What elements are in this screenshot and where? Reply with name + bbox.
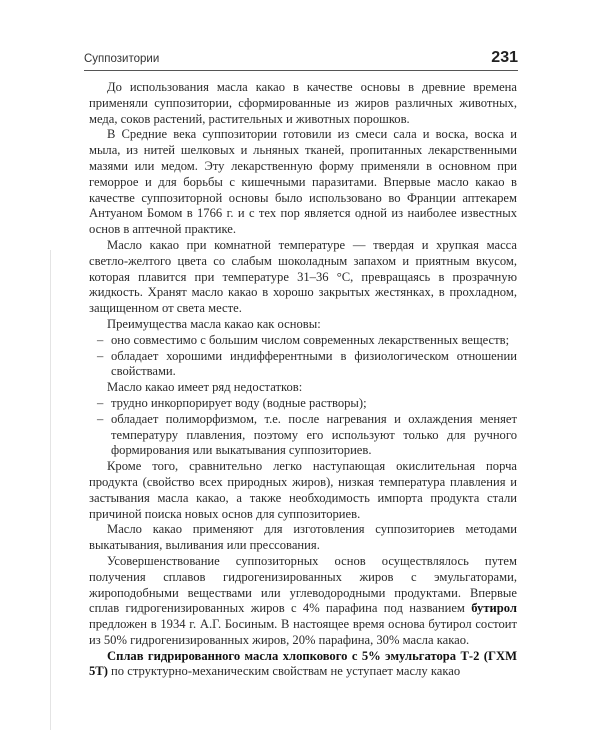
paragraph-advantages-intro: Преимущества масла какао как основы: [107,316,321,331]
paragraph-gkhm [89,649,517,681]
paragraph-oxidation: Кроме того, сравнительно легко наступающая окислительная порча продукта (свойство всех природных жиров), низкая температура плавления и застывания масла какао, а также необходимость импорта продукта стали причиной поиска новых основ для суппозиториев. [89,459,517,521]
page-number: 231 [491,49,518,66]
paragraph-disadvantages-intro: Масло какао имеет ряд недостатков: [107,380,303,395]
paragraph-text: предложен в 1934 г. А.Г. Босиным. В настоящее время основа бутирол состоит из 50% гидрогенизированных жиров, 20% парафина, 30% масла какао. [89,617,517,647]
list-item-advantage-2 [89,349,517,381]
term-gkhm-alloy: Сплав гидрированного масла хлопкового с 5% эмульгатора Т-2 (ГХМ 5Т) [89,648,517,679]
page-header [84,49,518,71]
dash-marker: – [97,332,104,347]
paragraph-butyrol [89,554,517,649]
list-item-text: обладает хорошими индифферентными в физиологическом отношении свойствами. [111,348,517,379]
list-item-disadvantage-1 [89,396,517,412]
paragraph-cocoa-butter-properties: Масло какао при комнатной температуре — твердая и хрупкая масса светло-желтого цвета со слабым шоколадным запахом и приятным вкусом, которая плавится при температуре 31–36 °С, превращаясь в прозрачную жидкость. Хранят масло какао в хорошо закрытых жестянках, в прохладном, защищенном от света месте. [89,237,517,316]
scan-shadow [50,250,51,730]
list-item-text: обладает полиморфизмом, т.е. после нагревания и охлаждения меняет температуру плавления, поэтому его используют только для ручного формирования или выкатывания суппозиториев. [111,411,517,458]
paragraph-history-early: До использования масла какао в качестве основы в древние времена применяли суппозитории, сформированные из жиров различных животных, меда, соков растений, растительных и животных порошков. [89,80,517,126]
list-item-text: оно совместимо с большим числом современных лекарственных веществ; [111,332,510,347]
paragraph-text: Усовершенствование суппозиторных основ осуществлялось путем получения сплавов гидрогенизированных жиров с эмульгаторами, жироподобными веществами или углеводородными продуктами. Впервые сплав гидрогенизированных жиров с 4% парафина под названием [89,553,517,616]
list-item-advantage-1 [89,333,517,349]
running-title: Суппозитории [84,53,160,65]
dash-marker: – [97,411,104,426]
paragraph-text: по структурно-механическим свойствам не уступает маслу какао [107,664,461,679]
paragraph-history-middle-ages: В Средние века суппозитории готовили из смеси сала и воска, воска и мыла, из нитей шелковых и льняных тканей, пропитанных лекарственными мазями или медом. Эту лекарственную форму применяли в основном при геморрое и для борьбы с кишечными паразитами. Впервые масло какао в качестве суппозиторной основы было использовано во Франции аптекарем Антуаном Бомом в 1766 г. и с тех пор является одной из наиболее известных основ в аптечной практике. [89,127,517,237]
list-item-text: трудно инкорпорирует воду (водные растворы); [111,395,367,410]
paragraph-methods: Масло какао применяют для изготовления суппозиториев методами выкатывания, выливания или прессования. [89,522,517,553]
page-body [89,80,517,680]
list-item-disadvantage-2 [89,412,517,459]
dash-marker: – [97,395,104,410]
term-butyrol: бутирол [471,601,517,616]
dash-marker: – [97,348,104,363]
